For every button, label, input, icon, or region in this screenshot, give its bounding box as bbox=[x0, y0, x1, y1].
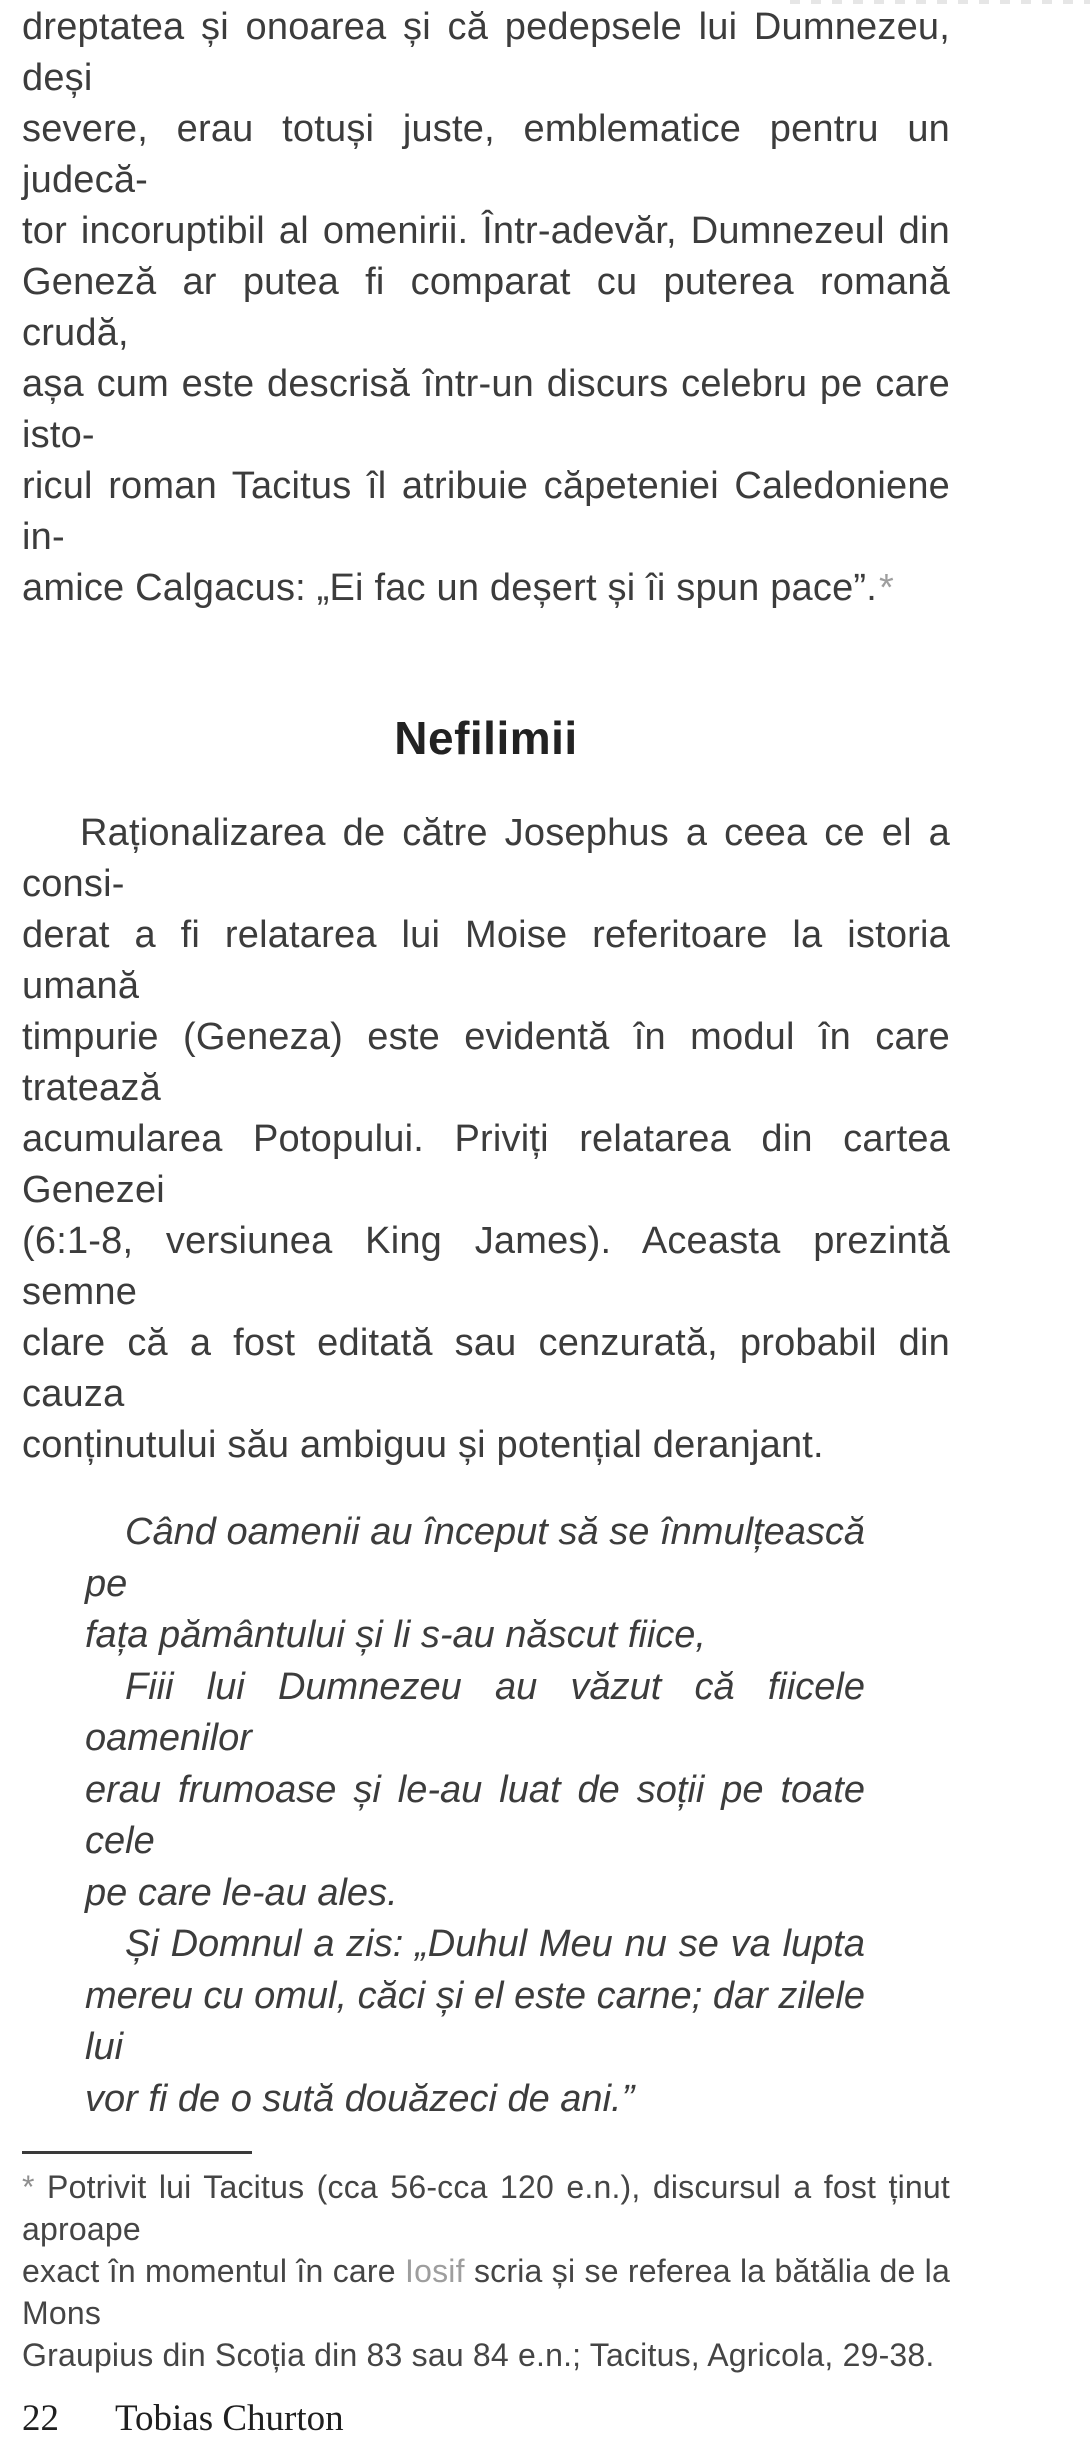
text-line: severe, erau totuși juste, emblematice pentru un judecă- bbox=[22, 108, 950, 201]
quote-line: fața pământului și li s-au născut fiice, bbox=[85, 1614, 706, 1656]
paragraph bbox=[22, 808, 950, 1471]
footnote-reference-asterisk[interactable]: * bbox=[879, 567, 895, 609]
running-title-author: Tobias Churton bbox=[115, 2398, 344, 2439]
footnote-text: scria și se referea la bătălia de la Mons bbox=[22, 2253, 950, 2331]
text-line: timpurie (Geneza) este evidentă în modul în care tratează bbox=[22, 1016, 950, 1109]
quote-line: erau frumoase și le-au luat de soții pe toate cele bbox=[85, 1768, 865, 1862]
book-page bbox=[22, 0, 950, 2442]
quote-line: Și Domnul a zis: „Duhul Meu nu se va lupta bbox=[125, 1923, 865, 1965]
page-number: 22 bbox=[22, 2398, 59, 2439]
chapter-section-heading: Nefilimii bbox=[394, 712, 578, 764]
text-line: (6:1-8, versiunea King James). Aceasta prezintă semne bbox=[22, 1220, 950, 1313]
footnote-line bbox=[22, 2250, 950, 2334]
text-line: derat a fi relatarea lui Moise referitoare la istoria umană bbox=[22, 914, 950, 1007]
quote-line: mereu cu omul, căci și el este carne; dar zilele lui bbox=[85, 1974, 865, 2068]
footnote-line bbox=[22, 2166, 950, 2250]
footnote-separator-rule bbox=[22, 2151, 252, 2154]
paragraph bbox=[22, 2, 950, 614]
text-line: Raționalizarea de către Josephus a ceea ce el a consi- bbox=[22, 812, 950, 905]
text-line: ricul roman Tacitus îl atribuie căpeteniei Caledoniene in- bbox=[22, 465, 950, 558]
text-line: conținutului său ambiguu și potențial deranjant. bbox=[22, 1424, 824, 1466]
paragraph-last-line: amice Calgacus: „Ei fac un deșert și îi spun pace”. bbox=[22, 567, 878, 609]
text-line: clare că a fost editată sau cenzurată, probabil din cauza bbox=[22, 1322, 950, 1415]
quote-line: Fiii lui Dumnezeu au văzut că fiicele oamenilor bbox=[85, 1665, 865, 1759]
text-line bbox=[22, 563, 950, 614]
footnote-line: Graupius din Scoția din 83 sau 84 e.n.; Tacitus, Agricola, 29-38. bbox=[22, 2337, 935, 2373]
text-line: tor incoruptibil al omenirii. Într-adevăr, Dumnezeul din bbox=[22, 210, 950, 252]
footnote-marker: * bbox=[22, 2169, 35, 2205]
text-line: Geneză ar putea fi comparat cu puterea romană crudă, bbox=[22, 261, 950, 354]
footnote-text: Potrivit lui Tacitus (cca 56-cca 120 e.n.), discursul a fost ținut aproape bbox=[22, 2169, 950, 2247]
text-line: acumularea Potopului. Priviți relatarea din cartea Genezei bbox=[22, 1118, 950, 1211]
quote-line: Când oamenii au început să se înmulțească pe bbox=[85, 1511, 865, 1605]
page-footer bbox=[22, 2396, 950, 2442]
iosif-link[interactable]: Iosif bbox=[405, 2253, 465, 2289]
text-line: dreptatea și onoarea și că pedepsele lui Dumnezeu, deși bbox=[22, 6, 950, 99]
quote-line: pe care le-au ales. bbox=[85, 1871, 398, 1914]
quote-line: vor fi de o sută douăzeci de ani.” bbox=[85, 2077, 635, 2120]
footnote bbox=[22, 2166, 950, 2376]
text-line: așa cum este descrisă într-un discurs celebru pe care isto- bbox=[22, 363, 950, 456]
footnote-text: exact în momentul în care bbox=[22, 2253, 406, 2289]
